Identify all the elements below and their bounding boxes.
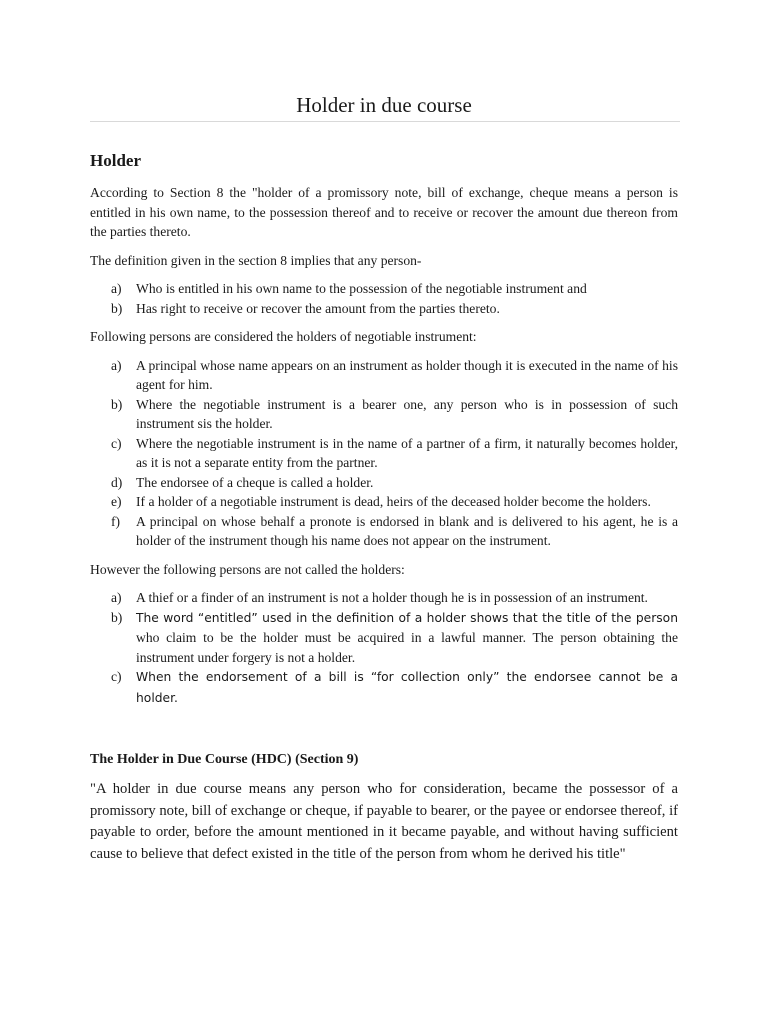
list-item xyxy=(111,512,678,551)
not-holders-intro-paragraph: However the following persons are not called the holders: xyxy=(90,561,405,577)
holder-definition-paragraph: According to Section 8 the "holder of a promissory note, bill of exchange, cheque means a person is entitled in his own name, to the possession thereof and to receive or recover the amount due thereon from the parties thereto. xyxy=(90,185,678,239)
list-item-text: Has right to receive or recover the amount from the parties thereto. xyxy=(136,300,500,316)
section-heading-holder: Holder xyxy=(90,151,141,170)
list-item xyxy=(111,434,678,473)
hdc-definition-quote: "A holder in due course means any person who for consideration, became the possessor of a promissory note, bill of exchange or cheque, if payable to bearer, or the payee or endorsee thereof, if payable to order, before the amount mentioned in it became payable, and without having sufficient cause to believe that defect existed in the title of the person from whom he derived his title" xyxy=(90,781,678,862)
list-item-text: A principal whose name appears on an instrument as holder though it is executed in the name of his agent for him. xyxy=(136,357,678,392)
document-title: Holder in due course xyxy=(296,93,472,117)
list-item-text: The endorsee of a cheque is called a holder. xyxy=(136,474,374,490)
list-marker: f) xyxy=(111,513,121,529)
list-marker: d) xyxy=(111,474,123,490)
list-item xyxy=(111,667,678,708)
list-item-text-sans: When the endorsement of a bill is “for collection only” the endorsee cannot be a holder. xyxy=(136,670,678,705)
list-item xyxy=(111,608,678,668)
list-item-text: A thief or a finder of an instrument is not a holder though he is in possession of an instrument. xyxy=(136,590,648,605)
list-marker: b) xyxy=(111,396,123,412)
list-item-text: Who is entitled in his own name to the possession of the negotiable instrument and xyxy=(136,281,587,296)
list-item xyxy=(111,473,678,493)
list-item-text: If a holder of a negotiable instrument is dead, heirs of the deceased holder become the holders. xyxy=(136,494,651,509)
list-item xyxy=(111,492,678,512)
list-marker: e) xyxy=(111,494,122,509)
list-item xyxy=(111,299,678,319)
section-heading-hdc: The Holder in Due Course (HDC) (Section 9) xyxy=(90,752,359,767)
list-marker: c) xyxy=(111,435,122,451)
list-marker: c) xyxy=(111,669,122,684)
list-item-text: Where the negotiable instrument is in the name of a partner of a firm, it naturally becomes holder, as it is not a separate entity from the partner. xyxy=(136,435,678,470)
list-item xyxy=(111,395,678,434)
list-marker: b) xyxy=(111,300,123,316)
not-holders-list xyxy=(90,588,678,708)
list-item xyxy=(111,356,678,395)
implies-list xyxy=(90,279,678,318)
implies-intro-paragraph: The definition given in the section 8 implies that any person- xyxy=(90,252,422,268)
list-item xyxy=(111,279,678,299)
document-body xyxy=(90,150,678,865)
considered-holders-list xyxy=(90,356,678,551)
list-marker: a) xyxy=(111,590,122,605)
list-item xyxy=(111,588,678,608)
list-item-text: A principal on whose behalf a pronote is endorsed in blank and is delivered to his agent, he is a holder of the instrument though his name does not appear on the instrument. xyxy=(136,513,678,548)
list-marker: a) xyxy=(111,357,122,373)
list-item-text-sans: The word “entitled” used in the definition of a holder shows that the title of the person xyxy=(136,610,678,625)
list-item-text: who claim to be the holder must be acquired in a lawful manner. The person obtaining the instrument under forgery is not a holder. xyxy=(136,630,678,665)
list-marker: b) xyxy=(111,609,123,625)
list-item-text: Where the negotiable instrument is a bearer one, any person who is in possession of such instrument sis the holder. xyxy=(136,396,678,431)
title-divider xyxy=(90,121,680,122)
considered-intro-paragraph: Following persons are considered the holders of negotiable instrument: xyxy=(90,329,477,344)
list-marker: a) xyxy=(111,281,122,296)
